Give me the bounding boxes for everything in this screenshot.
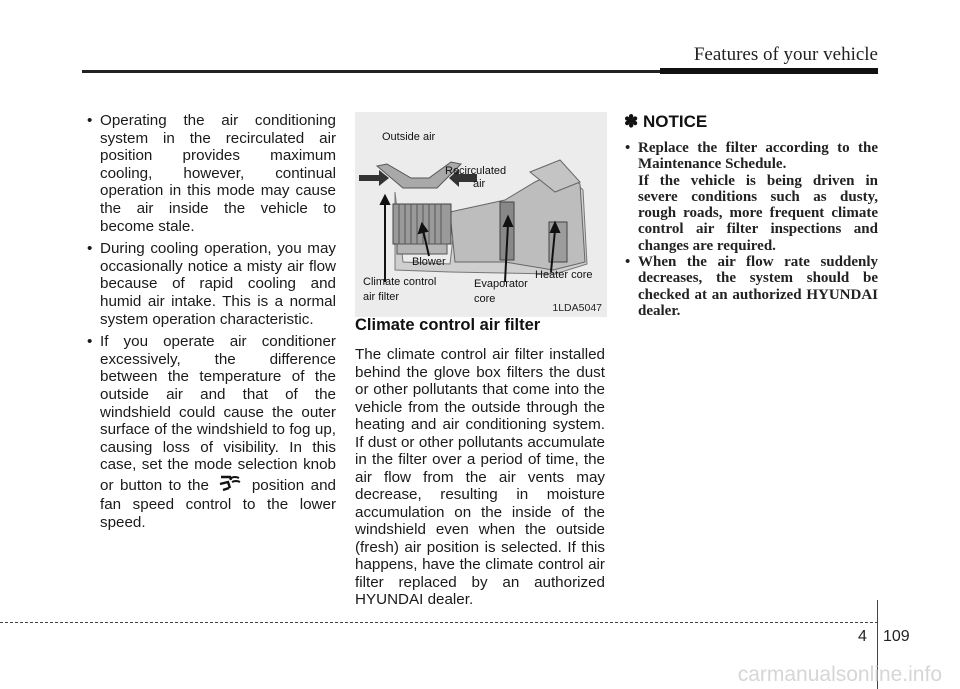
header-rule-accent xyxy=(660,68,878,74)
section-heading: Climate control air filter xyxy=(355,316,541,334)
figure-code: 1LDA5047 xyxy=(552,302,602,314)
label-climate-filter-2: air filter xyxy=(363,291,400,303)
label-evaporator-2: core xyxy=(474,293,496,305)
defrost-floor-mode-icon xyxy=(217,474,243,497)
ac-operation-list xyxy=(86,112,336,532)
watermark: carmanualsonline.info xyxy=(737,663,942,686)
footer-rule xyxy=(0,622,878,623)
notice-item-text: If the vehicle is being driven in severe conditions such as dusty, rough roads, more frequent climate control air filter inspections and changes are required. xyxy=(638,172,878,254)
label-outside-air: Outside air xyxy=(382,131,436,143)
notice-title: ✽ NOTICE xyxy=(624,112,708,131)
hvac-airflow-diagram xyxy=(355,112,607,317)
label-recirculated-air: Recirculated xyxy=(445,165,507,177)
section-title: Features of your vehicle xyxy=(693,44,878,65)
label-blower: Blower xyxy=(412,256,446,268)
bullet-text-part1: If you operate air conditioner excessively, the difference between the temperature of the outside air and that of the windshield could cause the outer surface of the windshield to fog up, causing loss of visibility. In this case, set the mode selection knob or button to the xyxy=(100,333,336,494)
label-evaporator: Evaporator xyxy=(474,278,528,290)
list-item: • During cooling operation, you may occasionally notice a misty air flow because of rapid cooling and humid air intake. This is a normal system operation characteristic. xyxy=(86,240,336,328)
label-heater-core: Heater core xyxy=(535,269,593,281)
bullet-text-part2: position and fan speed control to the lower speed. xyxy=(100,476,336,532)
notice-item-text: • Replace the filter according to the Maintenance Schedule. xyxy=(638,140,878,173)
list-item xyxy=(86,333,336,532)
filter-description: The climate control air filter installed behind the glove box filters the dust or other pollutants that come into the vehicle from the outside through the heating and air conditioning system. If dust or other pollutants accumulate in the filter over a period of time, the air flow from the air vents may decrease, resulting in moisture accumulation on the inside of the windshield even when the outside (fresh) air position is selected. If this happens, have the climate control air filter replaced by an authorized HYUNDAI dealer. xyxy=(355,346,605,608)
notice-item xyxy=(624,140,878,254)
label-recirculated-air-2: air xyxy=(473,178,486,190)
page-number: 109 xyxy=(883,628,910,645)
notice-list xyxy=(624,140,878,319)
chapter-number: 4 xyxy=(858,628,867,645)
column-1 xyxy=(86,112,336,537)
label-climate-filter: Climate control xyxy=(363,276,437,288)
notice-item: • When the air flow rate suddenly decreases, the system should be checked at an authorized HYUNDAI dealer. xyxy=(624,254,878,319)
list-item: • Operating the air conditioning system in the recirculated air position provides maximum cooling, however, continual operation in this mode may cause the air inside the vehicle to become stale. xyxy=(86,112,336,235)
